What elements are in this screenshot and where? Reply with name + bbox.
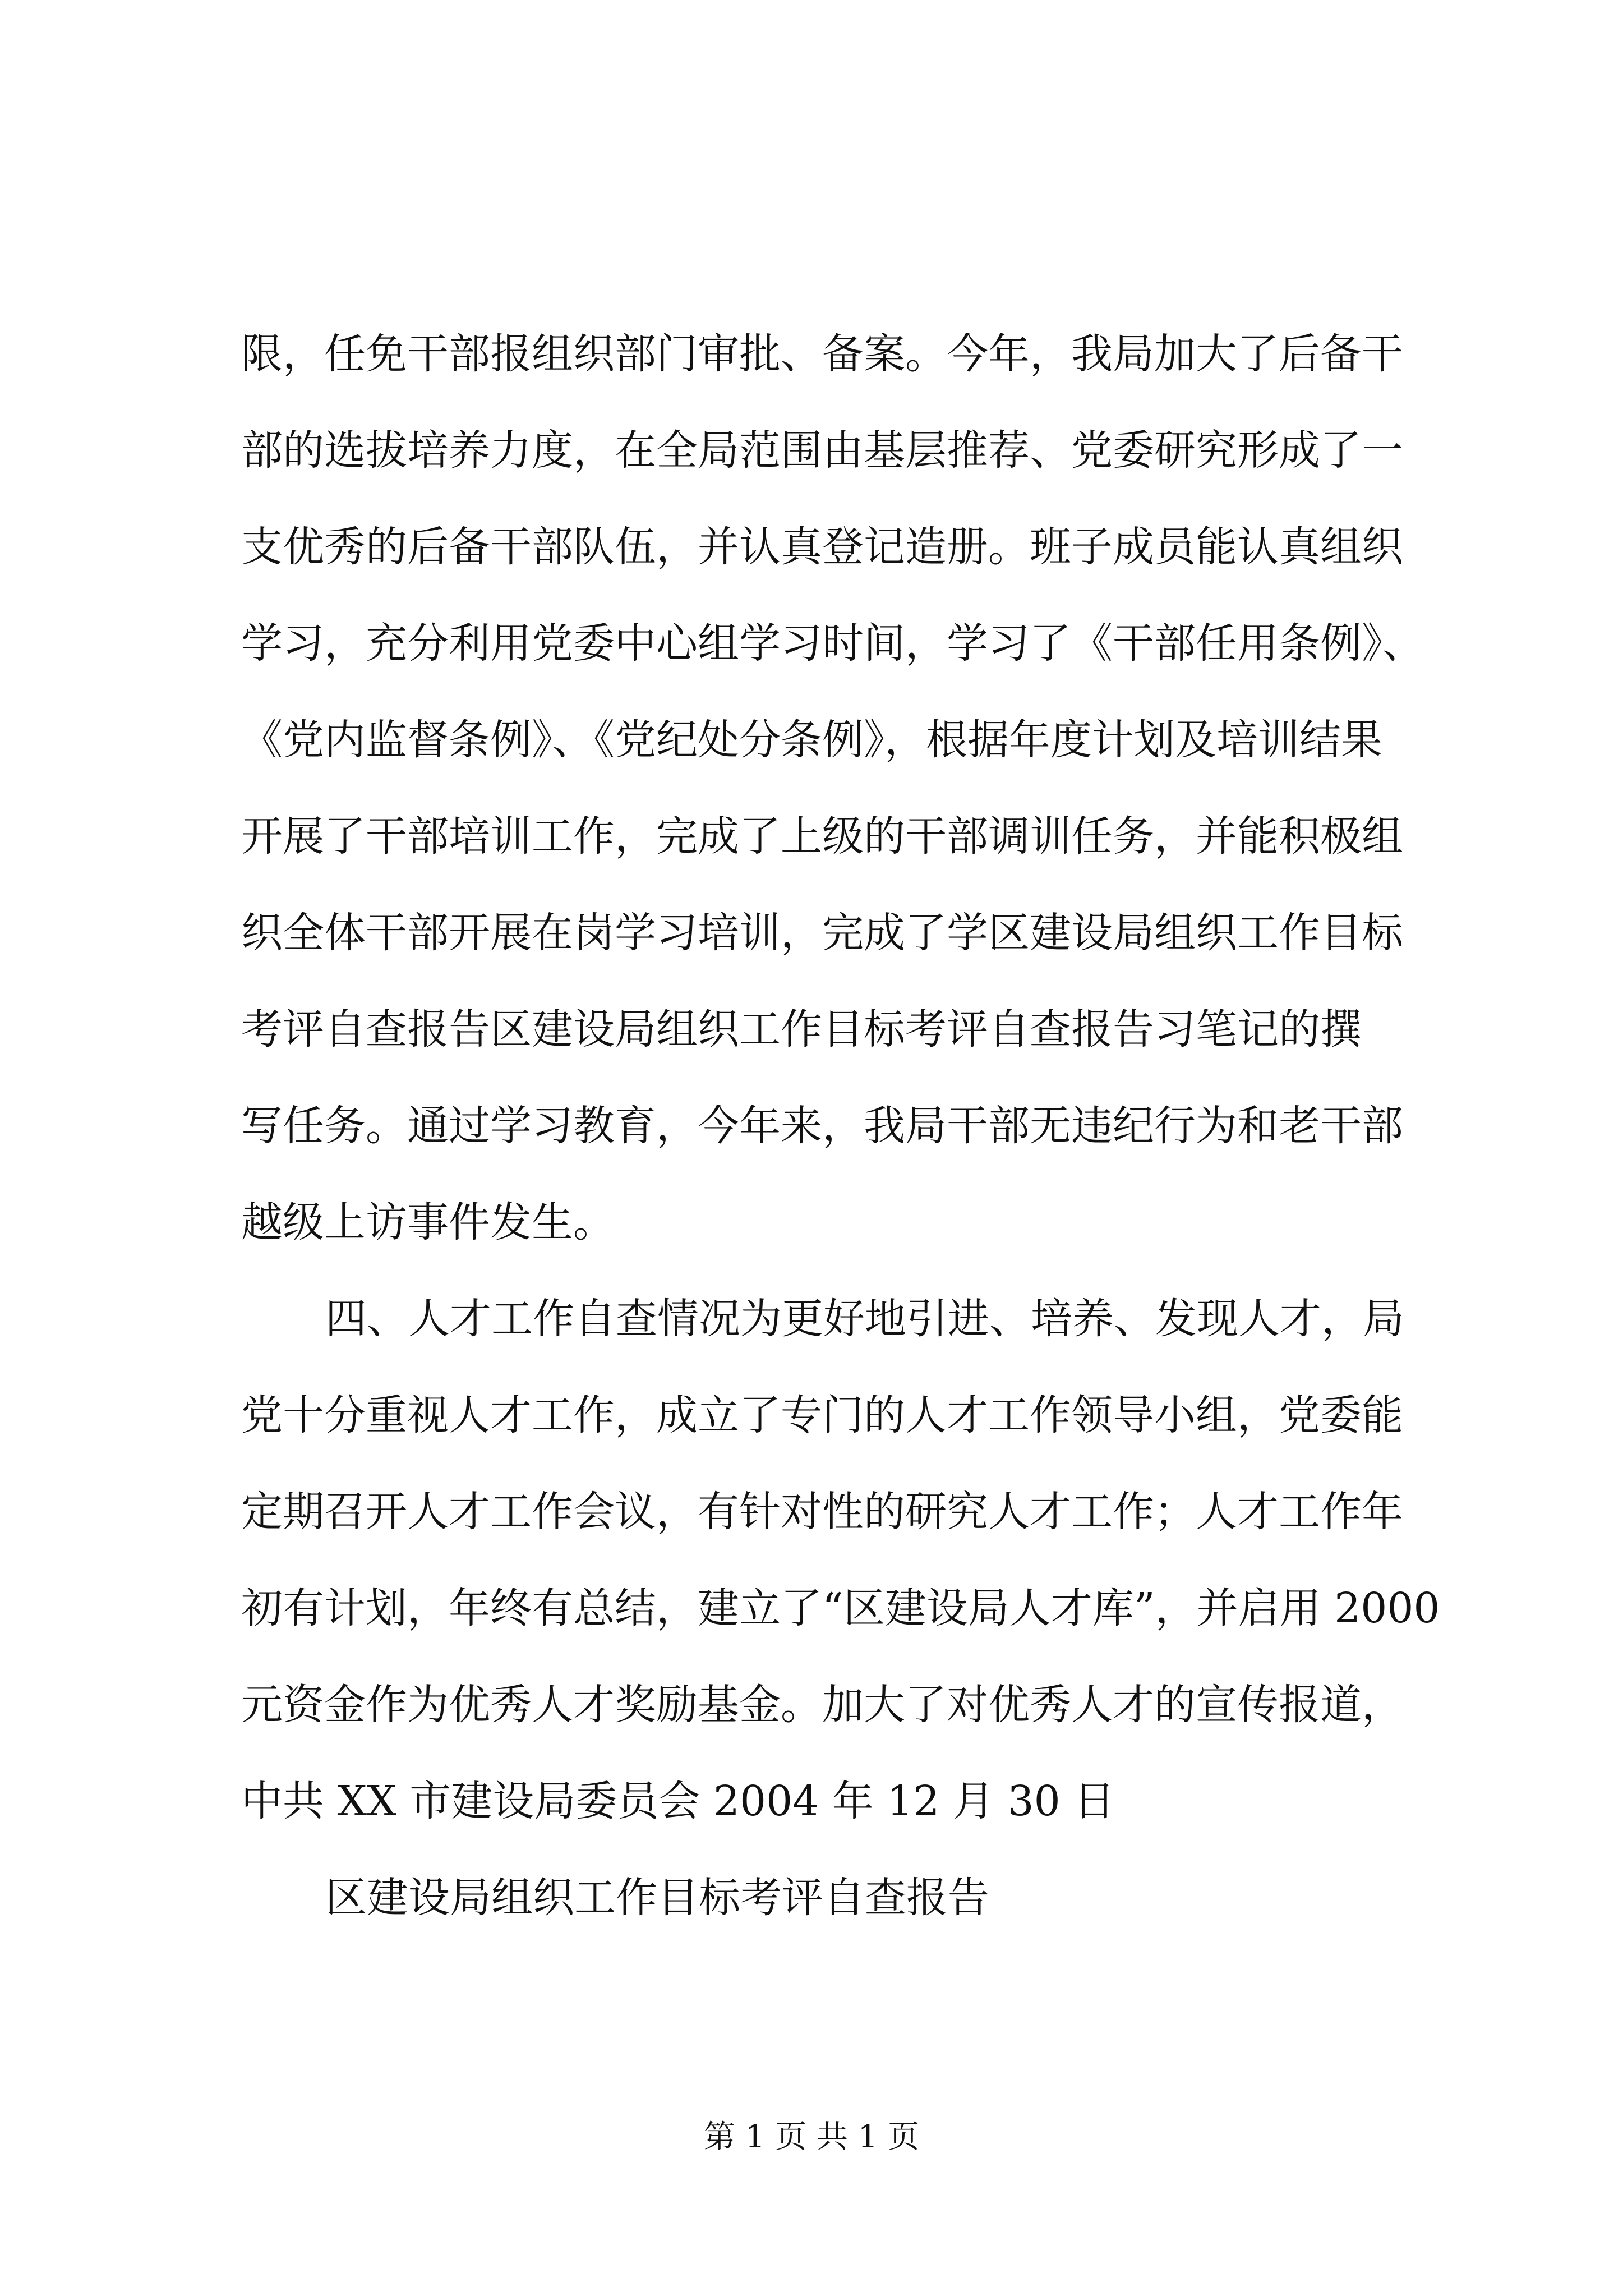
text-line: 元资金作为优秀人才奖励基金。加大了对优秀人才的宣传报道， xyxy=(241,1681,1403,1729)
text-line: 织全体干部开展在岗学习培训，完成了学区建设局组织工作目标 xyxy=(241,909,1403,957)
text-line: 越级上访事件发生。 xyxy=(241,1198,615,1246)
text-line: 定期召开人才工作会议，有针对性的研究人才工作；人才工作年 xyxy=(241,1488,1403,1536)
page-number-footer: 第 1 页 共 1 页 xyxy=(703,2119,920,2155)
text-line: 党十分重视人才工作，成立了专门的人才工作领导小组，党委能 xyxy=(241,1391,1403,1439)
text-line: 《党内监督条例》、《党纪处分条例》，根据年度计划及培训结果 xyxy=(241,716,1382,764)
text-line: 开展了干部培训工作，完成了上级的干部调训任务，并能积极组 xyxy=(241,812,1403,861)
text-line: 部的选拔培养力度，在全局范围由基层推荐、党委研究形成了一 xyxy=(241,426,1403,475)
text-line: 写任务。通过学习教育，今年来，我局干部无违纪行为和老干部 xyxy=(241,1102,1403,1150)
document-title-line: 区建设局组织工作目标考评自查报告 xyxy=(325,1874,989,1922)
text-line: 限，任免干部报组织部门审批、备案。今年，我局加大了后备干 xyxy=(241,330,1403,378)
text-line: 支优秀的后备干部队伍，并认真登记造册。班子成员能认真组织 xyxy=(241,523,1403,571)
document-body xyxy=(241,306,1475,1946)
text-line: 学习，充分利用党委中心组学习时间，学习了《干部任用条例》、 xyxy=(241,619,1424,668)
signature-date-line: 中共 XX 市建设局委员会 2004 年 12 月 30 日 xyxy=(241,1777,1115,1825)
section-heading-line: 四、人才工作自查情况为更好地引进、培养、发现人才，局 xyxy=(325,1295,1404,1343)
text-line: 考评自查报告区建设局组织工作目标考评自查报告习笔记的撰 xyxy=(241,1005,1362,1053)
text-line: 初有计划，年终有总结，建立了“区建设局人才库”，并启用 2000 xyxy=(241,1584,1440,1632)
